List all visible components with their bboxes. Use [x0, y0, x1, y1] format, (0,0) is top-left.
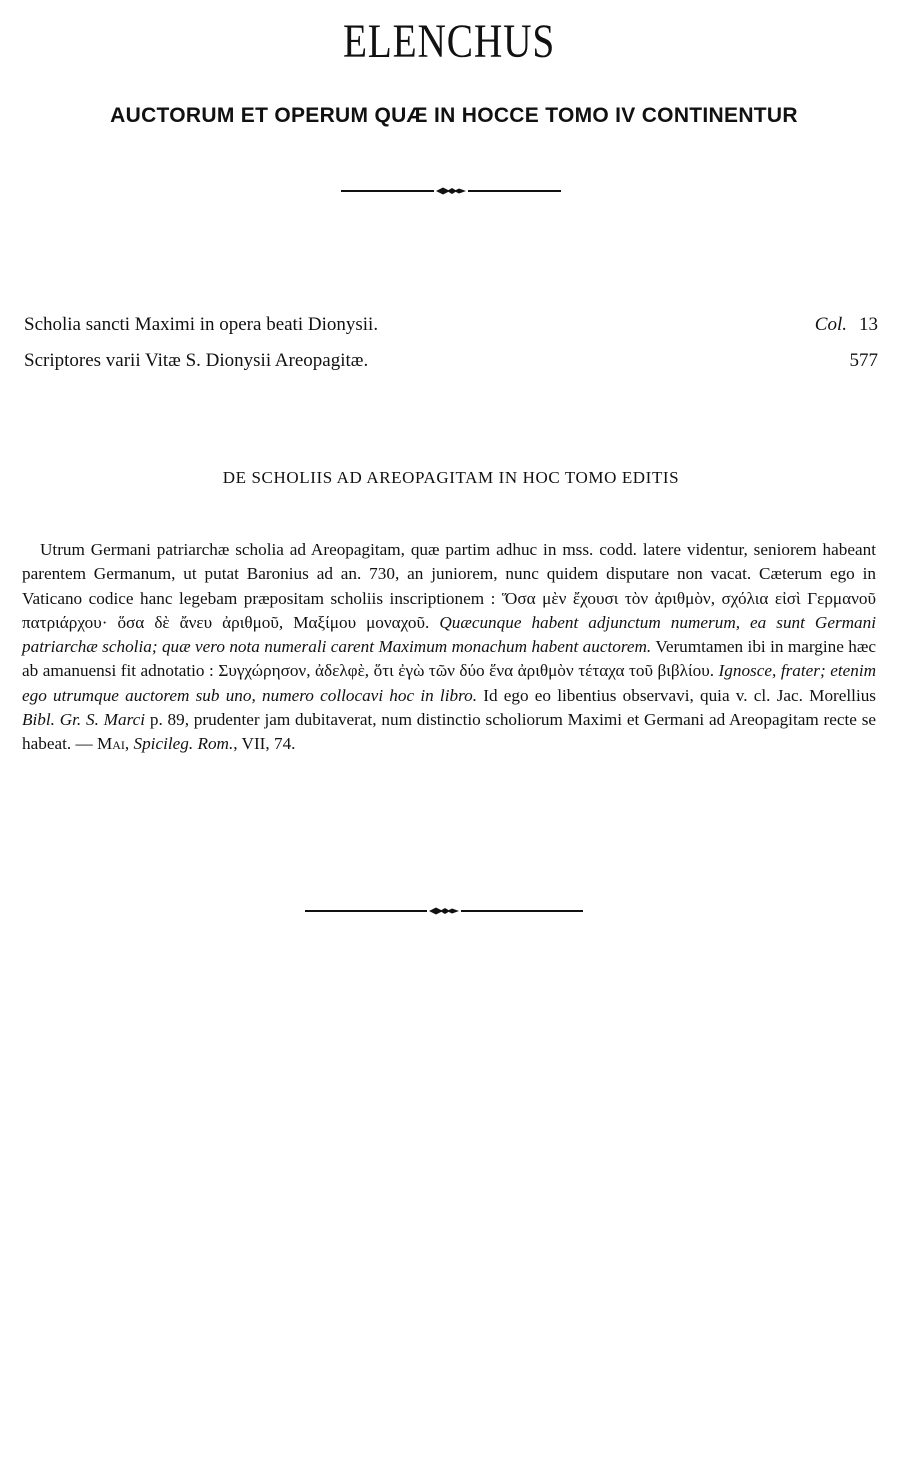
ornament-icon	[427, 906, 461, 916]
column-label: Col.	[814, 314, 847, 335]
page-subtitle: AUCTORUM ET OPERUM QUÆ IN HOCCE TOMO IV CONTINENTUR	[110, 104, 798, 127]
citation-title: Bibl. Gr. S. Marci	[22, 710, 146, 730]
body-text: Id ego eo libentius observavi, quia v. cl. Jac. Morellius	[477, 685, 876, 705]
ornament-divider-top	[341, 186, 561, 196]
body-text: ,	[124, 734, 134, 754]
latin-translation: Quæcunque habent adjunctum numerum, ea sunt Germani patriarchæ scholia; quæ vero nota numerali carent Maximum monachum habent auctorem.	[22, 612, 877, 657]
greek-quote: Ὅσα μὲν ἔχουσι τὸν ἀριθμὸν, σχόλια εἰσὶ Γερμανοῦ πατριάρχου· ὅσα δὲ ἄνευ ἀριθμοῦ, Μαξίμου μοναχοῦ.	[22, 588, 877, 632]
section-heading: DE SCHOLIIS AD AREOPAGITAM IN HOC TOMO EDITIS	[222, 468, 680, 487]
contents-entry: Scriptores varii Vitæ S. Dionysii Areopagitæ.	[24, 350, 369, 371]
contents-entry: Scholia sancti Maximi in opera beati Dionysii.	[24, 314, 379, 335]
contents-column	[850, 349, 879, 373]
latin-translation: Ignosce, frater; etenim ego utrumque auctorem sub uno, numero collocavi hoc in libro.	[22, 661, 877, 705]
page-title: ELENCHUS	[342, 15, 556, 68]
column-number: 13	[859, 314, 878, 335]
greek-quote: Συγχώρησον, ἀδελφὲ, ὅτι ἐγὼ τῶν δύο ἕνα ἀριθμὸν τέταχα τοῦ βιβλίου.	[218, 661, 715, 681]
ornament-divider-bottom	[305, 906, 583, 916]
citation-work: Spicileg. Rom.	[133, 734, 234, 754]
citation-author: Mai	[96, 734, 125, 754]
contents-column	[815, 313, 878, 337]
ornament-icon	[434, 186, 468, 196]
column-number: 577	[849, 350, 878, 371]
body-text: Utrum Germani patriarchæ scholia ad Areopagitam, quæ partim adhuc in mss. codd. latere videntur, seniorem habeant parentem Germanum, ut putat Baronius ad an. 730, an juniorem, nunc quidem disputare non vacat. Cæterum ego in Vaticano codice hanc legebam præpositam scholiis inscriptionem :	[22, 540, 876, 608]
body-text: p. 89, prudenter jam dubitaverat, num distinctio scholiorum Maximi et Germani ad Areopagitam recte se habeat. —	[22, 710, 877, 754]
body-text: , VII, 74.	[233, 734, 296, 754]
body-paragraph	[22, 538, 876, 757]
body-text: Verumtamen ibi in margine hæc ab amanuensi fit adnotatio :	[22, 637, 876, 681]
